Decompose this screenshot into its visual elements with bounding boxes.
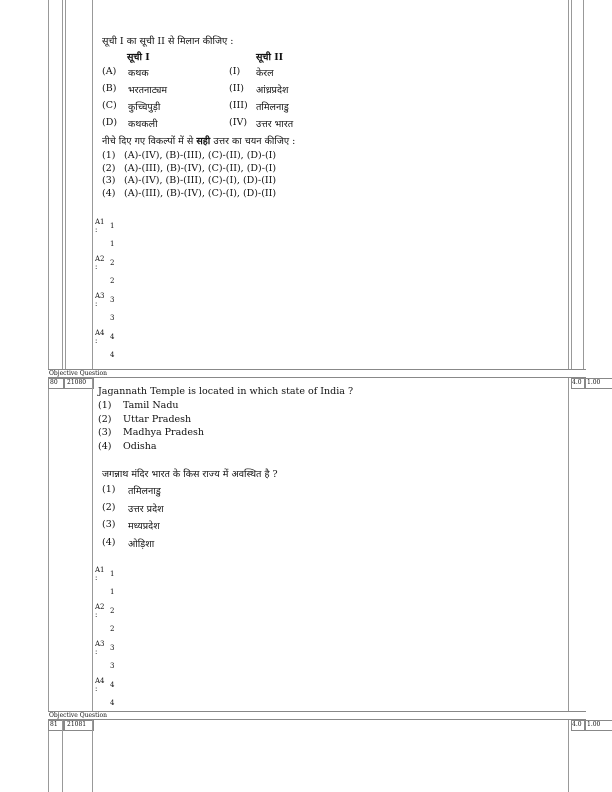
row-right-key: (III) bbox=[229, 100, 248, 111]
row-right-key: (II) bbox=[229, 83, 244, 94]
row-right-value: केरल bbox=[256, 68, 274, 79]
row-left-value: कथकली bbox=[128, 119, 158, 130]
table-border bbox=[92, 378, 93, 712]
row-right-key: (I) bbox=[229, 66, 241, 77]
answer-value: 2 bbox=[110, 277, 115, 285]
list1-header: सूची I bbox=[127, 52, 150, 63]
answer-label: A1 bbox=[95, 566, 105, 574]
answer-colon: : bbox=[95, 685, 98, 693]
option-text: Tamil Nadu bbox=[123, 400, 179, 411]
option-text: Madhya Pradesh bbox=[123, 427, 204, 438]
answer-label: A3 bbox=[95, 640, 105, 648]
row-divider bbox=[48, 711, 586, 712]
answer-label: A2 bbox=[95, 603, 105, 611]
option-number: (2) bbox=[102, 501, 116, 513]
row-left-value: भरतनाट्यम bbox=[128, 85, 168, 96]
answer-label: A3 bbox=[95, 292, 105, 300]
option-text: ओड़िशा bbox=[128, 538, 155, 550]
section-label: Objective Question bbox=[49, 712, 107, 719]
row-left-value: कुच्चिपुड़ी bbox=[128, 102, 161, 113]
answer-colon: : bbox=[95, 648, 98, 656]
option-number: (3) bbox=[102, 175, 116, 186]
answer-number: 4 bbox=[110, 681, 115, 689]
answer-value: 1 bbox=[110, 240, 115, 248]
answer-number: 2 bbox=[110, 607, 115, 615]
option-text: (A)-(IV), (B)-(III), (C)-(II), (D)-(I) bbox=[124, 150, 277, 161]
prompt-pre: नीचे दिए गए विकल्पों में से bbox=[102, 136, 194, 147]
option-text: तमिलनाडु bbox=[128, 486, 161, 497]
option-number: (4) bbox=[98, 440, 112, 452]
answer-colon: : bbox=[95, 337, 98, 345]
answer-number: 1 bbox=[110, 570, 115, 578]
option-text: उत्तर प्रदेश bbox=[128, 503, 164, 515]
row-left-key: (A) bbox=[102, 66, 117, 77]
question-id: 21080 bbox=[67, 379, 87, 386]
row-left-key: (D) bbox=[102, 117, 118, 128]
answer-value: 4 bbox=[110, 699, 115, 707]
answer-colon: : bbox=[95, 226, 98, 234]
answer-label: A2 bbox=[95, 255, 105, 263]
answer-colon: : bbox=[95, 263, 98, 271]
option-number: (2) bbox=[102, 162, 116, 174]
option-text: Uttar Pradesh bbox=[123, 413, 192, 425]
prompt-post: उत्तर का चयन कीजिए : bbox=[213, 136, 296, 147]
option-text: (A)-(III), (B)-(IV), (C)-(I), (D)-(II) bbox=[124, 187, 277, 199]
row-left-value: कथक bbox=[128, 68, 149, 79]
option-number: (3) bbox=[98, 427, 112, 438]
option-number: (1) bbox=[102, 484, 116, 495]
answer-value: 2 bbox=[110, 625, 115, 633]
option-number: (4) bbox=[102, 187, 116, 199]
table-border bbox=[571, 0, 572, 370]
answer-value: 1 bbox=[110, 588, 115, 596]
answer-label: A4 bbox=[95, 329, 105, 337]
row-right-value: तमिलनाडु bbox=[256, 102, 289, 113]
serial-number: 80 bbox=[50, 379, 58, 386]
answer-value: 3 bbox=[110, 314, 115, 322]
match-intro: सूची I का सूची II से मिलान कीजिए : bbox=[102, 36, 234, 47]
answer-number: 1 bbox=[110, 222, 115, 230]
list2-header: सूची II bbox=[256, 52, 284, 63]
option-number: (4) bbox=[102, 536, 116, 548]
answer-number: 4 bbox=[110, 333, 115, 341]
marks: 4.0 bbox=[572, 379, 582, 386]
table-border bbox=[568, 0, 569, 370]
marks: 4.0 bbox=[572, 721, 582, 728]
option-text: Odisha bbox=[123, 440, 157, 452]
table-border bbox=[62, 0, 63, 370]
row-divider bbox=[48, 377, 586, 378]
prompt-bold: सही bbox=[196, 136, 211, 147]
negative-marks: 1.00 bbox=[587, 721, 601, 728]
negative-marks: 1.00 bbox=[587, 379, 601, 386]
answer-colon: : bbox=[95, 611, 98, 619]
table-border bbox=[92, 0, 93, 370]
table-border bbox=[583, 0, 584, 370]
answer-number: 3 bbox=[110, 644, 115, 652]
option-text: मध्यप्रदेश bbox=[128, 521, 160, 532]
table-border-left bbox=[48, 378, 49, 712]
answer-number: 3 bbox=[110, 296, 115, 304]
table-border bbox=[65, 0, 66, 370]
row-divider bbox=[48, 369, 586, 370]
row-left-key: (B) bbox=[102, 83, 117, 94]
answer-number: 2 bbox=[110, 259, 115, 267]
option-number: (1) bbox=[102, 150, 116, 161]
option-number: (1) bbox=[98, 400, 112, 411]
question-text-hi: जगन्नाथ मंदिर भारत के किस राज्य में अवस्थित है ? bbox=[102, 469, 278, 480]
answer-colon: : bbox=[95, 300, 98, 308]
answer-label: A1 bbox=[95, 218, 105, 226]
row-right-key: (IV) bbox=[229, 117, 248, 128]
serial-number: 81 bbox=[50, 721, 58, 728]
option-number: (2) bbox=[98, 413, 112, 425]
option-text: (A)-(IV), (B)-(III), (C)-(I), (D)-(II) bbox=[124, 175, 277, 186]
option-text: (A)-(III), (B)-(IV), (C)-(II), (D)-(I) bbox=[124, 162, 277, 174]
row-right-value: आंध्रप्रदेश bbox=[256, 85, 289, 96]
table-border bbox=[568, 378, 569, 712]
question-text-en: Jagannath Temple is located in which state of India ? bbox=[98, 386, 354, 397]
section-label: Objective Question bbox=[49, 370, 107, 377]
match-prompt bbox=[102, 134, 295, 147]
row-divider bbox=[48, 719, 586, 720]
answer-value: 4 bbox=[110, 351, 115, 359]
table-border bbox=[62, 720, 63, 792]
answer-value: 3 bbox=[110, 662, 115, 670]
row-right-value: उत्तर भारत bbox=[256, 119, 294, 130]
table-border-left bbox=[48, 0, 49, 370]
table-border bbox=[568, 720, 569, 792]
row-left-key: (C) bbox=[102, 100, 117, 111]
option-number: (3) bbox=[102, 519, 116, 530]
table-border bbox=[92, 720, 93, 792]
answer-colon: : bbox=[95, 574, 98, 582]
answer-label: A4 bbox=[95, 677, 105, 685]
question-id: 21081 bbox=[67, 721, 87, 728]
